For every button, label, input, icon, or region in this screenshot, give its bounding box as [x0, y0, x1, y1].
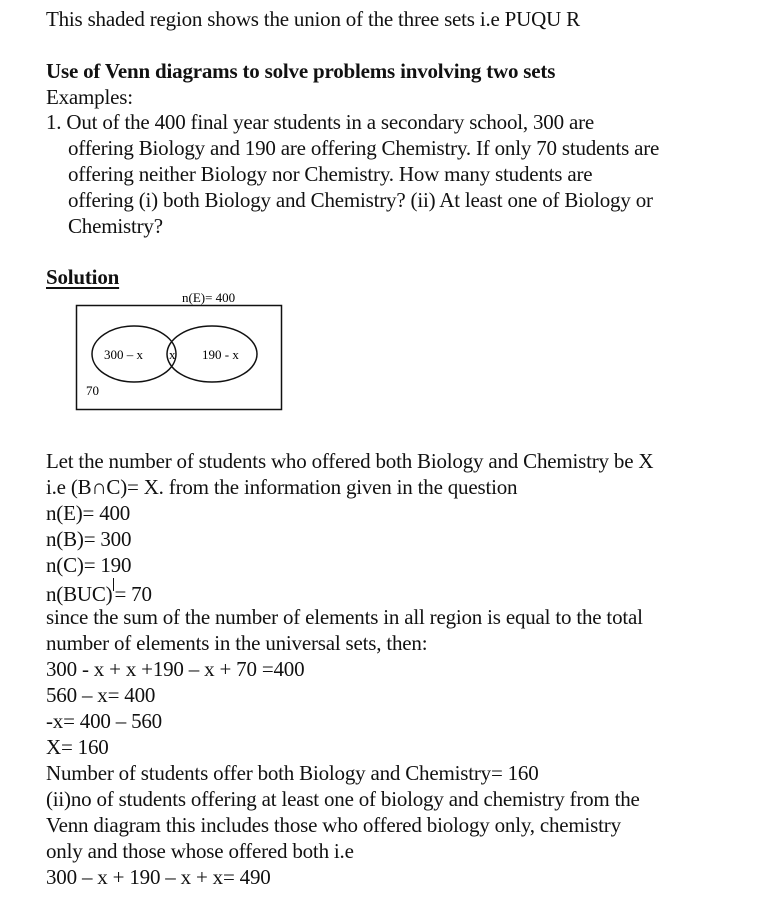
- problem-line-3: offering neither Biology nor Chemistry. How many students are: [68, 162, 593, 186]
- equation-line-4: X= 160: [46, 735, 109, 759]
- problem-line-1: 1. Out of the 400 final year students in a secondary school, 300 are: [46, 110, 594, 134]
- part-ii-line-1: (ii)no of students offering at least one of biology and chemistry from the: [46, 787, 640, 811]
- part-ii-line-3: only and those whose offered both i.e: [46, 839, 354, 863]
- part-ii-line-2: Venn diagram this includes those who offered biology only, chemistry: [46, 813, 621, 837]
- complement-suffix: = 70: [114, 582, 152, 606]
- venn-diagram: [0, 0, 768, 420]
- intersection-label: x: [169, 347, 176, 362]
- solution-heading: Solution: [46, 265, 120, 289]
- n-c-line: n(C)= 190: [46, 553, 132, 577]
- solution-line-7: since the sum of the number of elements in all region is equal to the total: [46, 605, 643, 629]
- universal-set-label: n(E)= 400: [182, 290, 236, 305]
- solution-line-8: number of elements in the universal sets, then:: [46, 631, 428, 655]
- section-heading: Use of Venn diagrams to solve problems involving two sets: [46, 59, 556, 83]
- equation-line-2: 560 – x= 400: [46, 683, 156, 707]
- problem-line-2: offering Biology and 190 are offering Chemistry. If only 70 students are: [68, 136, 660, 160]
- equation-line-3: -x= 400 – 560: [46, 709, 162, 733]
- complement-prefix: n(BUC): [46, 582, 113, 606]
- problem-line-5: Chemistry?: [68, 214, 163, 238]
- solution-line-1: Let the number of students who offered both Biology and Chemistry be X: [46, 449, 654, 473]
- n-b-line: n(B)= 300: [46, 527, 132, 551]
- answer-line-1: Number of students offer both Biology and Chemistry= 160: [46, 761, 539, 785]
- chemistry-only-label: 190 - x: [202, 347, 239, 362]
- neither-label: 70: [86, 383, 99, 398]
- answer-line-2: 300 – x + 190 – x + x= 490: [46, 865, 271, 889]
- problem-line-4: offering (i) both Biology and Chemistry? (ii) At least one of Biology or: [68, 188, 653, 212]
- n-e-line: n(E)= 400: [46, 501, 131, 525]
- biology-only-label: 300 – x: [104, 347, 143, 362]
- equation-line-1: 300 - x + x +190 – x + 70 =400: [46, 657, 305, 681]
- examples-label: Examples:: [46, 85, 133, 109]
- intro-text: This shaded region shows the union of the three sets i.e PUQU R: [46, 7, 580, 31]
- solution-line-2: i.e (B∩C)= X. from the information given in the question: [46, 475, 518, 499]
- n-complement-line: [46, 578, 152, 607]
